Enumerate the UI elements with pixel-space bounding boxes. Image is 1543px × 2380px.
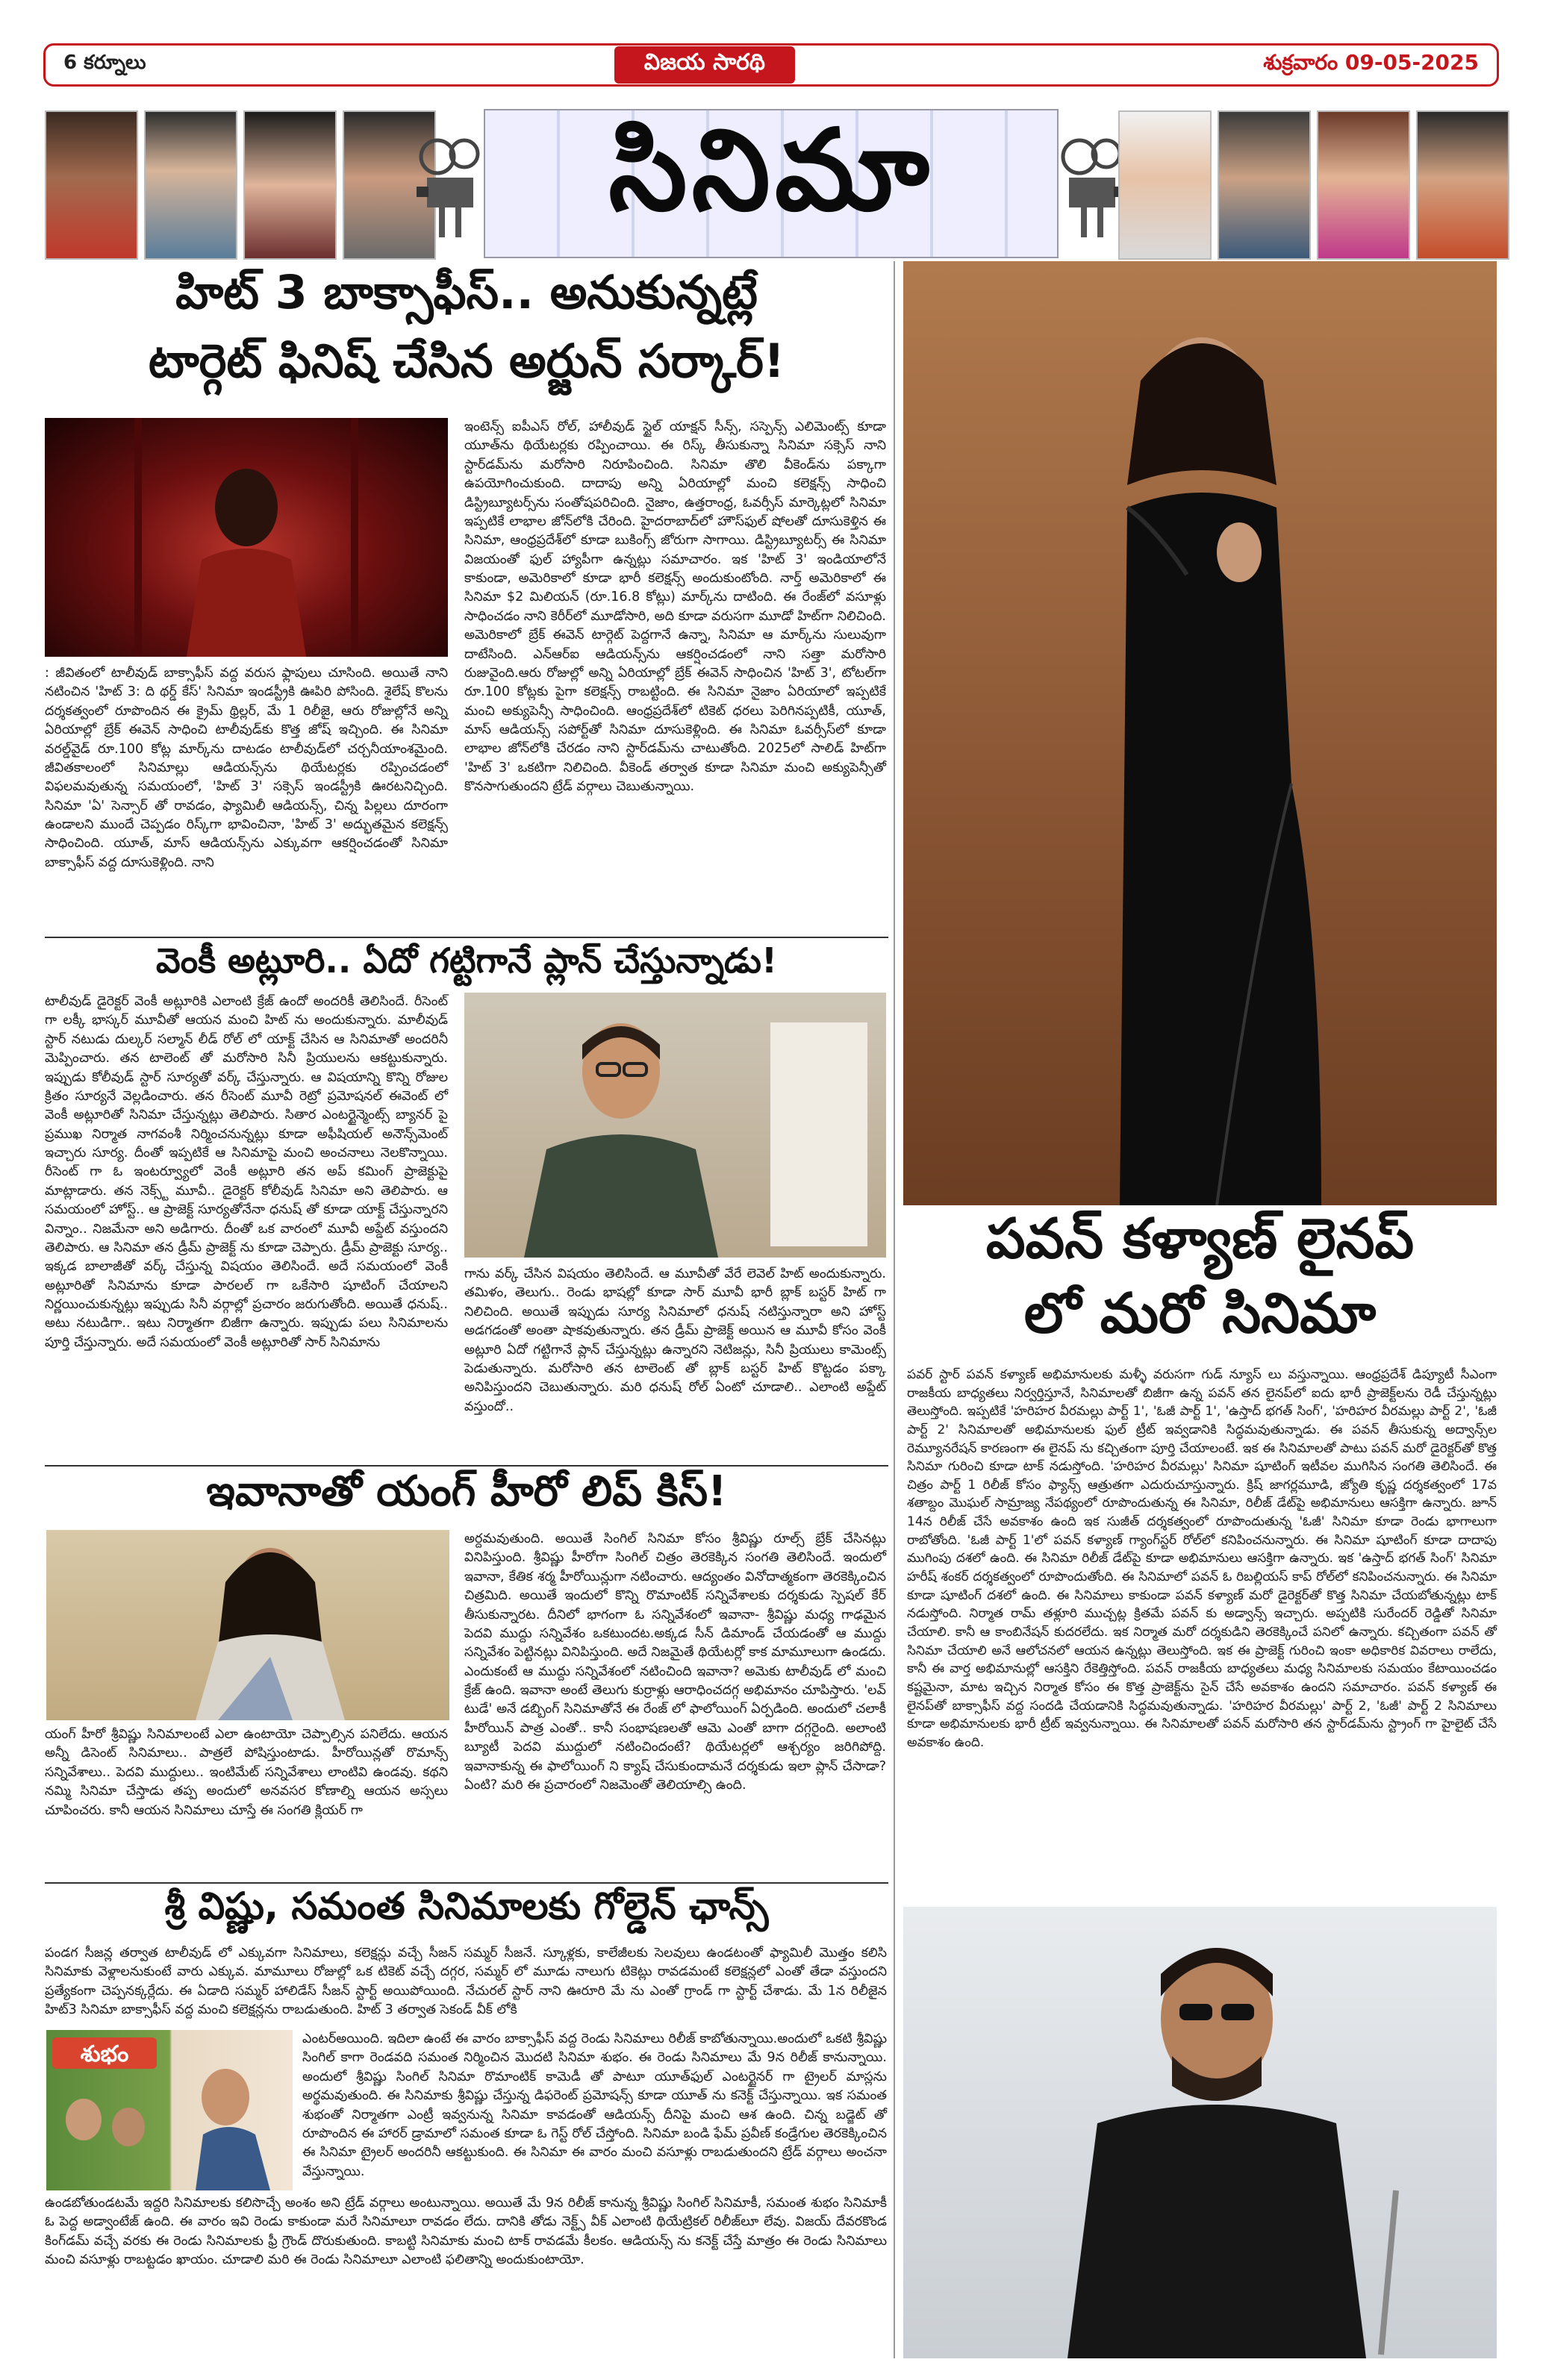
paper-name: విజయ సారథి [614, 46, 795, 84]
venky-atluri-photo [464, 993, 886, 1258]
actor-portrait [1218, 110, 1311, 260]
ivana-col-left: యంగ్ హీరో శ్రీవిష్ణు సినిమాలంటే ఎలా ఉంటాయో చెప్పాల్సిన పనిలేదు. ఆయన అన్నీ డిసెంట్ సినిమాలు.. పాత్రలే పోషిస్తుంటాడు. హీరోయిన్లతో రొమాన్స్ సన్నివేశాలు.. పెదవి ముద్దులు.. ఇంటిమేట్ సన్నివేశాలు లాంటివి ఉండవు. కథని నమ్మి సినిమా చేస్తాడు తప్ప అందులో అనవసర కోణాల్ని ఆయన అస్సలు చూపించరు. కానీ ఆయన సినిమాలు చూస్తే ఈ సంగతి క్లియర్ గా [45, 1727, 448, 1818]
cinema-banner [43, 104, 1499, 261]
hit3-headline-line2: టార్గెట్ ఫినిష్ చేసిన అర్జున్ సర్కార్! [148, 334, 785, 388]
actor-portrait [1416, 110, 1509, 260]
hit3-col-left: : జీవితంలో టాలీవుడ్ బాక్సాఫీస్ వద్ద వరుస ఫ్లాపులు చూసింది. అయితే నాని నటించిన 'హిట్ 3: ది థర్డ్ కేస్' సినిమా ఇండస్ట్రీకి ఊపిరి పోసింది. శైలేష్ కొలను దర్శకత్వంలో రూపొందిన ఈ క్రైమ్ థ్రిల్లర్, మే 1 రిలీజై, ఆరు రోజుల్లోనే అన్ని ఏరియాల్లో బ్రేక్ ఈవెన్ సాధించి టాలీవుడ్‌కు కొత్త జోష్ ఇచ్చింది. ఈ సినిమా వరల్డ్‌వైడ్ రూ.100 కోట్ల మార్క్‌ను దాటడం టాలీవుడ్‌లో చర్చనీయాంశమైంది. జీవితకాలంలో సినిమాల్లు ఆడియన్స్‌ను థియేటర్లకు రప్పించడంలో విఫలమవుతున్న సమయంలో, 'హిట్ 3' సక్సెస్ ఇండస్ట్రీకి ఊరటనిచ్చింది. సినిమా 'ఏ' సెన్సార్ తో రావడం, ఫ్యామిలీ ఆడియన్స్, చిన్న పిల్లలు దూరంగా ఉండాలని ముందే చెప్పడం రిస్క్‌గా భావించినా, 'హిట్ 3' అద్భుతమైన కలెక్షన్స్ సాధించింది. యూత్, మాస్ ఆడియన్స్‌ను ఎక్కువగా ఆకర్షించడంతో సినిమా బాక్సాఫీస్ వద్ద దూసుకెళ్లింది. నాని [45, 666, 448, 870]
actor-portrait [1317, 110, 1410, 260]
actor-portrait [243, 110, 337, 260]
section-title-box [484, 104, 1059, 258]
divider [45, 937, 888, 938]
issue-date: శుక్రవారం 09-05-2025 [1263, 50, 1479, 75]
pawan-body: పవర్ స్టార్ పవన్ కళ్యాణ్ అభిమానులకు మళ్ళీ వరుసగా గుడ్ న్యూస్ లు వస్తున్నాయి. ఆంధ్రప్రదేశ్ డిప్యూటీ సీఎంగా రాజకీయ బాధ్యతలు నిర్వర్తిస్తూనే, సినిమాలతో బిజీగా ఉన్న పవన్ తన లైనప్‌లో ఐదు భారీ ప్రాజెక్ట్‌లను రెడీ చేస్తున్నట్లు తెలుస్తోంది. ఇప్పటికే 'హరిహర వీరమల్లు పార్ట్ 1', 'ఓజీ పార్ట్ 1', 'ఉస్తాద్ భగత్ సింగ్', 'హరిహర వీరమల్లు పార్ట్ 2', 'ఓజీ పార్ట్ 2' సినిమాలతో అభిమానులకు ఫుల్ ట్రీట్ ఇవ్వడానికి సిద్ధమవుతున్నాడు. ఈ పవన్ తీసుకున్న అద్వాన్స్‌ల రెమ్యూనరేషన్ కారణంగా ఈ లైనప్ ను కచ్చితంగా పూర్తి చేయాలంటే. ఇక ఈ సినిమాలతో పాటు పవన్ మరో డైరెక్టర్‌తో కొత్త సినిమా గురించి కూడా టాక్ నడుస్తోంది. 'హరిహర వీరమల్లు' సినిమా షూటింగ్ ఇటీవల ముగిసిన సంగతి తెలిసిందే. ఈ చిత్రం పార్ట్ 1 రిలీజ్ కోసం ఫ్యాన్స్ ఆత్రుతగా ఎదురుచూస్తున్నారు. క్రిష్ జాగర్లమూడి, జ్యోతి కృష్ణ దర్శకత్వంలో 17వ శతాబ్దం మొఘల్ సామ్రాజ్య నేపథ్యంలో రూపొందుతున్న ఈ సినిమా, రిలీజ్ డేట్‌పై అభిమానులు ఆసక్తిగా ఉన్నారు. జూన్ 14న రిలీజ్ చేసే అవకాశం ఉంది ఇక సుజీత్ దర్శకత్వంలో రూపొందుతున్న 'ఓజీ' సినిమా కూడా రెండు భాగాలుగా రాబోతోంది. 'ఓజీ పార్ట్ 1'లో పవన్ కళ్యాణ్ గ్యాంగ్‌స్టర్ రోల్‌లో కనిపించనున్నారు. ఈ సినిమా షూటింగ్ కూడా దాదాపు ముగింపు దశలో ఉంది. ఈ సినిమా రిలీజ్ డేట్‌పై కూడా అభిమానులు ఆసక్తిగా ఉన్నారు. ఇక 'ఉస్తాద్ భగత్ సింగ్' సినిమా హరీష్ శంకర్ దర్శకత్వంలో రూపొందుతోంది. ఈ సినిమాలో పవన్ ఓ రిబల్లియస్ కాప్ రోల్‌లో కనిపించనున్నారు. ఈ సినిమా కూడా షూటింగ్ దశలో ఉంది. ఈ సినిమాలు కాకుండా పవన్ కళ్యాణ్ మరో డైరెక్టర్‌తో కొత్త సినిమా చేయబోతున్నట్లు టాక్ నడుస్తోంది. నిర్మాత రామ్ తళ్లూరి ముచ్చట్ల క్రితమే పవన్ కు అడ్వాన్స్ ఇచ్చారు. అప్పటికి సురేందర్ రెడ్డితో సినిమా చేయాలి. కానీ ఆ కాంబినేషన్ కుదరలేదు. ఇక నిర్మాత మరో దర్శకుడిని తెరకెక్కించే పనిలో ఉన్నారు. కచ్చితంగా పవన్ తో సినిమా చేయాలి అనే ఆలోచనలో ఆయన ఉన్నట్లు తెలుస్తోంది. ఇక ఈ ప్రాజెక్ట్ గురించి ఇంకా అధికారిక వివరాలు రాలేదు, కానీ ఈ వార్త అభిమానుల్లో ఆసక్తిని రేకెత్తిస్తోంది. పవన్ రాజకీయ బాధ్యతలు మధ్య సినిమాలకు సమయం కేటాయించడం కష్టమైనా, మాట ఇచ్చిన నిర్మాత కోసం ఈ కొత్త ప్రాజెక్ట్‌ను సైన్ చేసే అవకాశం ఉందని సమాచారం. పవన్ కళ్యాణ్ ఈ లైనప్‌తో బాక్సాఫీస్ వద్ద సందడి చేయడానికి సిద్ధమవుతున్నాడు. 'హరిహర వీరమల్లు' పార్ట్ 2, 'ఓజీ' పార్ట్ 2 సినిమాలు కూడా అభిమానులకు భారీ ట్రీట్ ఇవ్వనున్నాయి. ఈ సినిమాలతో పవన్ మరోసారి తన స్టార్‌డమ్‌ను స్ట్రాంగ్ గా హైలైట్ చేసే అవకాశం ఉంది. [907, 1367, 1497, 1750]
film-projector-icon [417, 134, 484, 239]
hit3-still-image [45, 418, 448, 657]
ivana-headline: ఇవానాతో యంగ్ హీరో లిప్ కిస్! [206, 1467, 727, 1516]
sreevishnu-col-full: పండగ సీజన్ల తర్వాత టాలీవుడ్ లో ఎక్కువగా సినిమాలు, కలెక్షన్లు వచ్చే సీజన్ సమ్మర్ సీజనే. స్కూళ్లకు, కాలేజీలకు సెలవులు ఉండటంతో ఫ్యామిలీ మొత్తం కలిసి సినిమాకు వెళ్లాలనుకుంటే వారు ఎక్కువ. మామూలు రోజుల్లో ఒక టికెట్ వచ్చే దగ్గర, సమ్మర్ లో మూడు నాలుగు టికెట్లు రావడమంటే కలెక్షన్లలో ఎంతో తేడా వస్తుందని ప్రత్యేకంగా చెప్పనక్కర్లేదు. ఈ ఏడాది సమ్మర్ హాలిడేస్ సీజన్ స్టార్ట్ అయిపోయింది. నేచురల్ స్టార్ నాని ఊరూరి మే ను ఎంతో గ్రాండ్ గా స్టార్ట్ చేశాడు. మే 1న రిలీజైన హిట్3 సినిమా బాక్సాఫీస్ వద్ద మంచి కలెక్షన్లను రాబడుతుంది. హిట్ 3 తర్వాత సెకండ్ వీక్ లోకి [45, 1946, 887, 2018]
actor-portrait [144, 110, 237, 260]
venky-col-left: టాలీవుడ్ డైరెక్టర్ వెంకీ అట్లూరికి ఎలాంటి క్రేజ్ ఉందో అందరికీ తెలిసిందే. రీసెంట్ గా లక్కీ భాస్కర్ మూవీతో ఆయన మంచి హిట్ ను అందుకున్నారు. మాలీవుడ్ స్టార్ నటుడు దుల్కర్ సల్మాన్ లీడ్ రోల్ లో యాక్ట్ చేసిన ఆ సినిమాతో అందరినీ మెప్పించారు. తన టాలెంట్ తో మరోసారి సినీ ప్రియులను ఆకట్టుకున్నారు. ఇప్పుడు కోలీవుడ్ స్టార్ సూర్యతో వర్క్ చేస్తున్నారు. ఆ విషయాన్ని కొన్ని రోజుల క్రితం సూర్యనే వెల్లడించారు. తన రీసెంట్ మూవీ రెట్రో ప్రమోషనల్ ఈవెంట్ లో వెంకీ అట్లూరితో సినిమా చేస్తున్నట్లు తెలిపారు. సితార ఎంటర్టైన్మెంట్స్ బ్యానర్ పై ప్రముఖ నిర్మాత నాగవంశీ నిర్మించనున్నట్లు కూడా అఫీషియల్ అనౌన్స్‌మెంట్ ఇచ్చారు సూర్య. దీంతో ఇప్పటికే ఆ సినిమాపై మంచి అంచనాలు నెలకొన్నాయి. రీసెంట్ గా ఓ ఇంటర్వ్యూలో వెంకీ అట్లూరి తన అప్ కమింగ్ ప్రాజెక్టుపై మాట్లాడారు. తన నెక్స్ట్ మూవీ.. డైరెక్టర్ కోలీవుడ్ సినిమా అని తెలిపారు. ఆ సమయంలో హోస్ట్.. ఆ ప్రాజెక్ట్ సూర్యతోనేనా ధనుష్ తో కూడా యాక్ట్ చేస్తున్నారని విన్నాం.. నిజమేనా అని అడిగారు. దీంతో ఒక వారంలో మూవీ అప్డేట్ వస్తుందని తెలిపారు. ఆ సినిమా తన డ్రీమ్ ప్రాజెక్ట్ ను కూడా చెప్పారు. డ్రీమ్ ప్రాజెక్టు సూర్య.. ఇక్కడ బాలాజీతో వర్క్ చేస్తున్న విషయం తెలిసిందే. అదే సమయంలో వెంకీ అట్లూరితో సినిమాను కూడా పారలల్ గా ఒకేసారి షూటింగ్ చేయాలని నిర్ణయించుకున్నట్లు ఇప్పుడు సినీ వర్గాల్లో ప్రచారం జరుగుతోంది. అయితే ధనుష్.. అటు నటుడిగా.. ఇటు నిర్మాతగా బిజీగా ఉన్నారు. ఇప్పుడు పలు సినిమాలను పూర్తి చేస్తున్నారు. అదే సమయంలో వెంకీ అట్లూరితో సార్ సినిమాను [45, 994, 448, 1350]
venky-headline: వెంకీ అట్లూరి.. ఏదో గట్టిగానే ప్లాన్ చేస్తున్నాడు! [156, 940, 777, 981]
divider [45, 1465, 888, 1467]
pawan-kalyan-photo [903, 1907, 1497, 2358]
venky-col-right: గాను వర్క్ చేసిన విషయం తెలిసిందే. ఆ మూవీతో వేరే లెవెల్ హిట్ అందుకున్నారు. తమిళం, తెలుగు.. రెండు భాషల్లో కూడా సార్ మూవీ భారీ బ్లాక్ బస్టర్ హిట్ గా నిలిచింది. అయితే ఇప్పుడు సూర్య సినిమాలో ధనుష్ నటిస్తున్నారా అని హోస్ట్ అడగడంతో అంతా షాకవుతున్నారు. తన డ్రీమ్ ప్రాజెక్ట్ అయిన ఆ మూవీ కోసం వెంకీ అట్లూరి ఏదో గట్టిగానే ప్లాన్ చేస్తున్నట్లు ఉన్నారని నెటిజన్లు, సినీ ప్రియులు కామెంట్స్ పెడుతున్నారు. మరోసారి తన టాలెంట్ తో బ్లాక్ బస్టర్ హిట్ కొట్టడం పక్కా అనిపిస్తుందని చెబుతున్నారు. మరి ధనుష్ రోల్ ఏంటో చూడాలి.. ఎలాంటి అప్డేట్ వస్తుందో.. [464, 1266, 886, 1414]
movie-poster-image [46, 2030, 293, 2190]
hit3-col-right: ఇంటెన్స్ ఐపీఎస్ రోల్, హాలీవుడ్ స్టైల్ యాక్షన్ సీన్స్, సస్పెన్స్ ఎలిమెంట్స్ కూడా యూత్‌ను థియేటర్లకు రప్పించాయి. ఈ రిస్క్ తీసుకున్నా సినిమా సక్సెస్ నాని స్టార్‌డమ్‌ను మరోసారి నిరూపించింది. సినిమా తొలి వీకెండ్‌ను పక్కాగా ఉపయోగించుకుంది. దాదాపు అన్ని ఏరియాల్లో మంచి కలెక్షన్స్ సాధించి డిస్ట్రిబ్యూటర్స్‌ను సంతోషపరిచింది. నైజాం, ఉత్తరాంధ్ర, ఓవర్సీస్ మార్కెట్లలో సినిమా ఇప్పటికే లాభాల జోన్‌లోకి చేరింది. హైదరాబాద్‌లో హౌస్‌ఫుల్ షోలతో దూసుకెళ్తిన ఈ సినిమా, ఆంధ్రప్రదేశ్‌లో కూడా బుకింగ్స్ జోరుగా సాగాయి. డిస్ట్రిబ్యూటర్స్ ఈ సినిమా విజయంతో ఫుల్ హ్యాపీగా ఉన్నట్లు సమాచారం. ఇక 'హిట్ 3' ఇండియాలోనే కాకుండా, అమెరికాలో కూడా భారీ కలెక్షన్స్ అందుకుంటోంది. నార్త్ అమెరికాలో ఈ సినిమా $2 మిలియన్ (రూ.16.8 కోట్లు) మార్క్‌ను దాటింది. ఈ రేంజ్‌లో వసూళ్లు సాధించడం నాని కెరీర్‌లో మూడోసారి, అది కూడా వరుసగా మూడో హిట్‌గా నిలిచింది. అమెరికాలో బ్రేక్ ఈవెన్ టార్గెట్ పెద్దగానే ఉన్నా, సినిమా ఆ మార్క్‌ను సులువుగా దాటేసింది. ఎన్‌ఆర్‌ఐ ఆడియన్స్‌ను ఆకర్షించడంలో నాని సత్తా మరోసారి రుజువైంది.ఆరు రోజుల్లో అన్ని ఏరియాల్లో బ్రేక్ ఈవెన్ సాధించిన 'హిట్ 3', టోటల్‌గా రూ.100 కోట్లకు పైగా కలెక్షన్స్ రాబట్టింది. ఈ సినిమా నైజాం ఏరియాలో ఇప్పటికే మంచి అక్యుపెన్సీ సాధించింది. ఆంధ్రప్రదేశ్‌లో టికెట్ ధరలు పెరిగినప్పటికీ, యూత్, మాస్ ఆడియన్స్ సపోర్ట్‌తో సినిమా దూసుకెళ్లింది. ఈ సినిమా ఓవర్సీస్‌లో కూడా లాభాల జోన్‌లోకి చేరడం నాని స్టార్‌డమ్‌ను చాటుతోంది. 2025లో సాలిడ్ హిట్‌గా 'హిట్ 3' ఒకటిగా నిలిచింది. వీకెండ్ తర్వాత కూడా సినిమా మంచి అక్యుపెన్సీతో కొనసాగుతుందని ట్రేడ్ వర్గాలు చెబుతున్నాయి. [464, 419, 886, 795]
hit3-headline-line1: హిట్ 3 బాక్సాఫీస్.. అనుకున్నట్లే [175, 265, 758, 319]
actor-portrait [1118, 110, 1212, 260]
actor-portrait [45, 110, 138, 260]
section-title: సినిమా [608, 104, 934, 236]
ivana-photo [46, 1530, 449, 1720]
column-divider [894, 261, 895, 2358]
page-label: 6 కర్నూలు [63, 51, 146, 74]
film-projector-icon [1059, 134, 1126, 239]
pawan-headline-line2: లో మరో సినిమా [1023, 1281, 1377, 1346]
masthead-bar [43, 43, 1499, 87]
sreevishnu-col-bottom: ఉండబోతుండటమే ఇద్దరి సినిమాలకు కలిసొచ్చే అంశం అని ట్రేడ్ వర్గాలు అంటున్నాయి. అయితే మే 9న రిలీజ్ కానున్న శ్రీవిష్ణు సింగిల్ సినిమాకీ, సమంత శుభం సినిమాకీ ఓ పెద్ద అడ్వాంటేజ్ ఉంది. ఈ వారం ఇవి రెండు కాకుండా మరే సినిమాలూ రావడం లేదు. దానికి తోడు నెక్ట్స్ వీక్ ఎలాంటి థియేట్రికల్ రిలీజ్‌లూ లేవు. విజయ్ దేవరకొండ కింగ్‌డమ్ వచ్చే వరకు ఈ రెండు సినిమాలకు ఫ్రీ గ్రౌండ్ దొరుకుతుంది. కాబట్టి సినిమాకు మంచి టాక్ రావడమే కీలకం. ఆడియన్స్ ను కనెక్ట్ చేస్తే మాత్రం ఈ రెండు సినిమాలు మంచి వసూళ్లు రాబట్టడం ఖాయం. చూడాలి మరి ఈ రెండు సినిమాలూ ఎలాంటి ఫలితాన్ని అందుకుంటాయో. [45, 2196, 887, 2268]
ivana-col-right: అర్దమవుతుంది. అయితే సింగిల్ సినిమా కోసం శ్రీవిష్ణు రూల్స్ బ్రేక్ చేసినట్లు వినిపిస్తుంది. శ్రీవిష్ణు హీరోగా సింగిల్ చిత్రం తెరకెక్కిన సంగతి తెలిసిందే. ఇందులో ఇవానా, కేతిక శర్మ హీరోయిన్లుగా నటించారు. ఆద్యంతం వినోదాత్మకంగా తెరకెక్కించిన చిత్రమిది. అయితే ఇందులో కొన్ని రొమాంటిక్ సన్నివేశాలకు దర్శకుడు స్పెషల్ కేర్ తీసుకున్నారట. దీనిలో భాగంగా ఓ సన్నివేశంలో ఇవానా- శ్రీవిష్ణు మధ్య గాఢమైన పెదవి ముద్దు సన్నివేశం ఒకటుందట.అక్కడ సీన్ డిమాండ్ చేయడంతో ఆ ముద్దు సన్నివేశం పెట్టినట్లు వినిపిస్తుంది. అదే నిజమైతే థియేటర్లో కాక మామూలుగా ఉండదు. ఎందుకంటే ఆ ముద్దు సన్నివేశంలో నటించింది ఇవానా? అమెకు టాలీవుడ్ లో మంచి క్రేజ్ ఉంది. ఇవానా అంటే తెలుగు కుర్రాళ్లు ఆరాధించదగ్గ అభిమానం చూపిస్తారు. 'లవ్ టుడే' అనే డబ్బింగ్ సినిమాతోనే ఈ రేంజ్ లో ఫాలోయింగ్ ఏర్పడింది. అందులో చలాకీ హీరోయిన్ పాత్ర ఎంతో.. కానీ సంభాషణలతో ఆమె ఎంతో బాగా దగ్గరైంది. అలాంటి బ్యూటీ పెదవి ముద్దులో నటించిందంటే? థియేటర్లలో ఆశ్చర్యం జరిగిపోద్ది. ఇవానాకున్న ఈ ఫాలోయింగ్ ని క్యాష్ చేసుకుందామనే దర్శకుడు ఇలా ప్లాన్ చేసాడా? ఏంటి? మరి ఈ ప్రచారంలో నిజమెంతో తెలియాల్సి ఉంది. [464, 1531, 886, 1793]
pawan-headline-line1: పవన్ కళ్యాణ్ లైనప్ [985, 1207, 1415, 1271]
actress-saree-photo [903, 261, 1497, 1205]
divider [45, 1882, 888, 1884]
poster-title: శుభం [80, 2041, 129, 2067]
sreevishnu-headline: శ్రీ విష్ణు, సమంత సినిమాలకు గోల్డెన్ ఛాన్స్ [164, 1884, 769, 1928]
sreevishnu-col-right: ఎంటర్‌అయింది. ఇదిలా ఉంటే ఈ వారం బాక్సాఫీస్ వద్ద రెండు సినిమాలు రిలీజ్ కాబోతున్నాయి.అందులో ఒకటి శ్రీవిష్ణు సింగిల్ కాగా రెండవది సమంత నిర్మించిన మొదటి సినిమా శుభం. ఈ రెండు సినిమాలు మే 9న రిలీజ్ కానున్నాయి. అందులో శ్రీవిష్ణు సింగిల్ సినిమా రొమాంటిక్ కామెడీ తో పాటూ యూత్‌ఫుల్ ఎంటర్టైనర్ గా ట్రైలర్ మాస్లను అర్థమవుతుంది. ఈ సినిమాకు శ్రీవిష్ణు చేస్తున్న డిఫరెంట్ ప్రమోషన్స్ కూడా యూత్ ను కనెక్ట్ చేస్తున్నాయి. ఇక సమంత శుభంతో నిర్మాతగా ఎంట్రీ ఇవ్వనున్న సినిమా కావడంతో ఆడియన్స్ దీనిపై మంచి ఆశ ఉంది. చిన్న బడ్జెట్ తో రూపొందిన ఈ హారర్ డ్రామాలో సమంత కూడా ఓ గెస్ట్ రోల్ చేస్తోంది. సినిమా బండి ఫేమ్ ప్రవీణ్ కండ్రేగుల తెరకెక్కించిన ఈ సినిమా ట్రైలర్ అందరినీ ఆకట్టుకుంది. ఈ సినిమా ఈ వారం మంచి వసూళ్లు రాబడుతుందని ట్రేడ్ వర్గాలు అంచనా వేస్తున్నాయి. [302, 2031, 887, 2179]
